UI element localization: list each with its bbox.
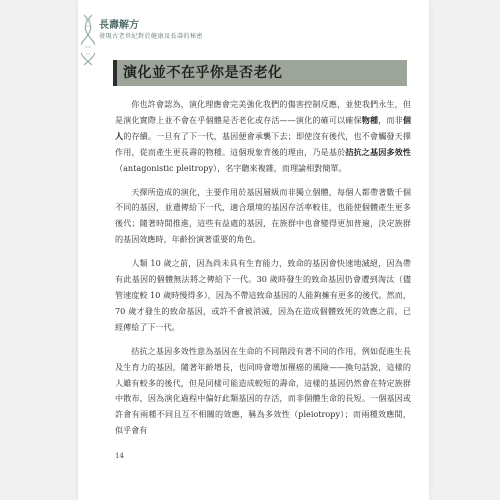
paragraph-1 (115, 97, 411, 177)
bold-term: 物種 (361, 114, 379, 125)
paragraph-2 (115, 185, 411, 249)
page-number: 14 (115, 452, 124, 460)
heading-accent-bar (113, 60, 117, 86)
book-subtitle: 發現古老世紀對於健康及長壽的秘密 (99, 33, 203, 40)
text-run: 的存續。一旦有了下一代，基因便會承襲下去；即使沒有後代，也不會觸發天擇作用，從而產生更長壽的物種。這個現象背後的理由，乃是基於 (115, 130, 411, 157)
text-run: 拮抗之基因多效性意為基因在生命的不同階段有著不同的作用，例如促進生長及生育力的基因，隨著年齡增長，也同時會增加罹癌的風險——換句話說，這樣的人雖有較多的後代，但是同樣可能造成較短的壽命，這樣的基因仍然會在特定族群中散布，因為演化過程中偏好此類基因的存活，而非個體生命的長短。一個基因或許會有兩種不同且互不相關的效應，稱為多效性（pleiotropy）；而兩種效應間，似乎會有 (115, 345, 411, 436)
book-title: 長壽解方 (99, 20, 139, 31)
paragraph-3 (115, 256, 411, 336)
text-run: （antagonistic pleitropy），名字聽來複雜，而理論相對簡單。 (115, 162, 347, 173)
text-run: ，而非 (378, 114, 403, 125)
bold-term: 個人 (115, 114, 411, 141)
running-header (99, 20, 203, 42)
bold-term: 拮抗之基因多效性 (345, 146, 411, 157)
section-heading-bar (113, 60, 407, 86)
text-run: 人類 10 歲之前，因為尚未具有生育能力，致命的基因會快速地滅絕，因為帶有此基因的個體無法將之傳給下一代。30 歲時發生的致命基因仍會遭到淘汰（儘管速度較 10 歲時慢得多），因為不帶這致命基因的人能夠擁有更多的後代。然而，70 歲才發生的致命基因，或許不會被消滅，因為在造成個體致死的效應之前，已經傳給了下一代。 (115, 258, 411, 332)
book-page (78, 0, 429, 500)
paragraph-4 (115, 344, 411, 439)
section-heading: 演化並不在乎你是否老化 (123, 65, 283, 81)
body-text (115, 97, 411, 447)
dna-helix-icon (81, 14, 95, 66)
text-run: 天擇所造成的演化，主要作用於基因層級而非獨立個體，每個人都帶著數千個不同的基因，並遺傳給下一代，適合環境的基因存活率較佳，也能使個體產生更多後代；隨著時間推進，這些有益處的基因，在族群中也會變得更加普遍，決定族群的基因效應時，年齡扮演著重要的角色。 (115, 186, 411, 245)
text-run: 你也許會認為，演化理應會完美強化我們的傷害控制反應，並使我們永生，但是演化實際上並不會在乎個體是否老化或存活——演化的確可以確保 (115, 99, 411, 125)
